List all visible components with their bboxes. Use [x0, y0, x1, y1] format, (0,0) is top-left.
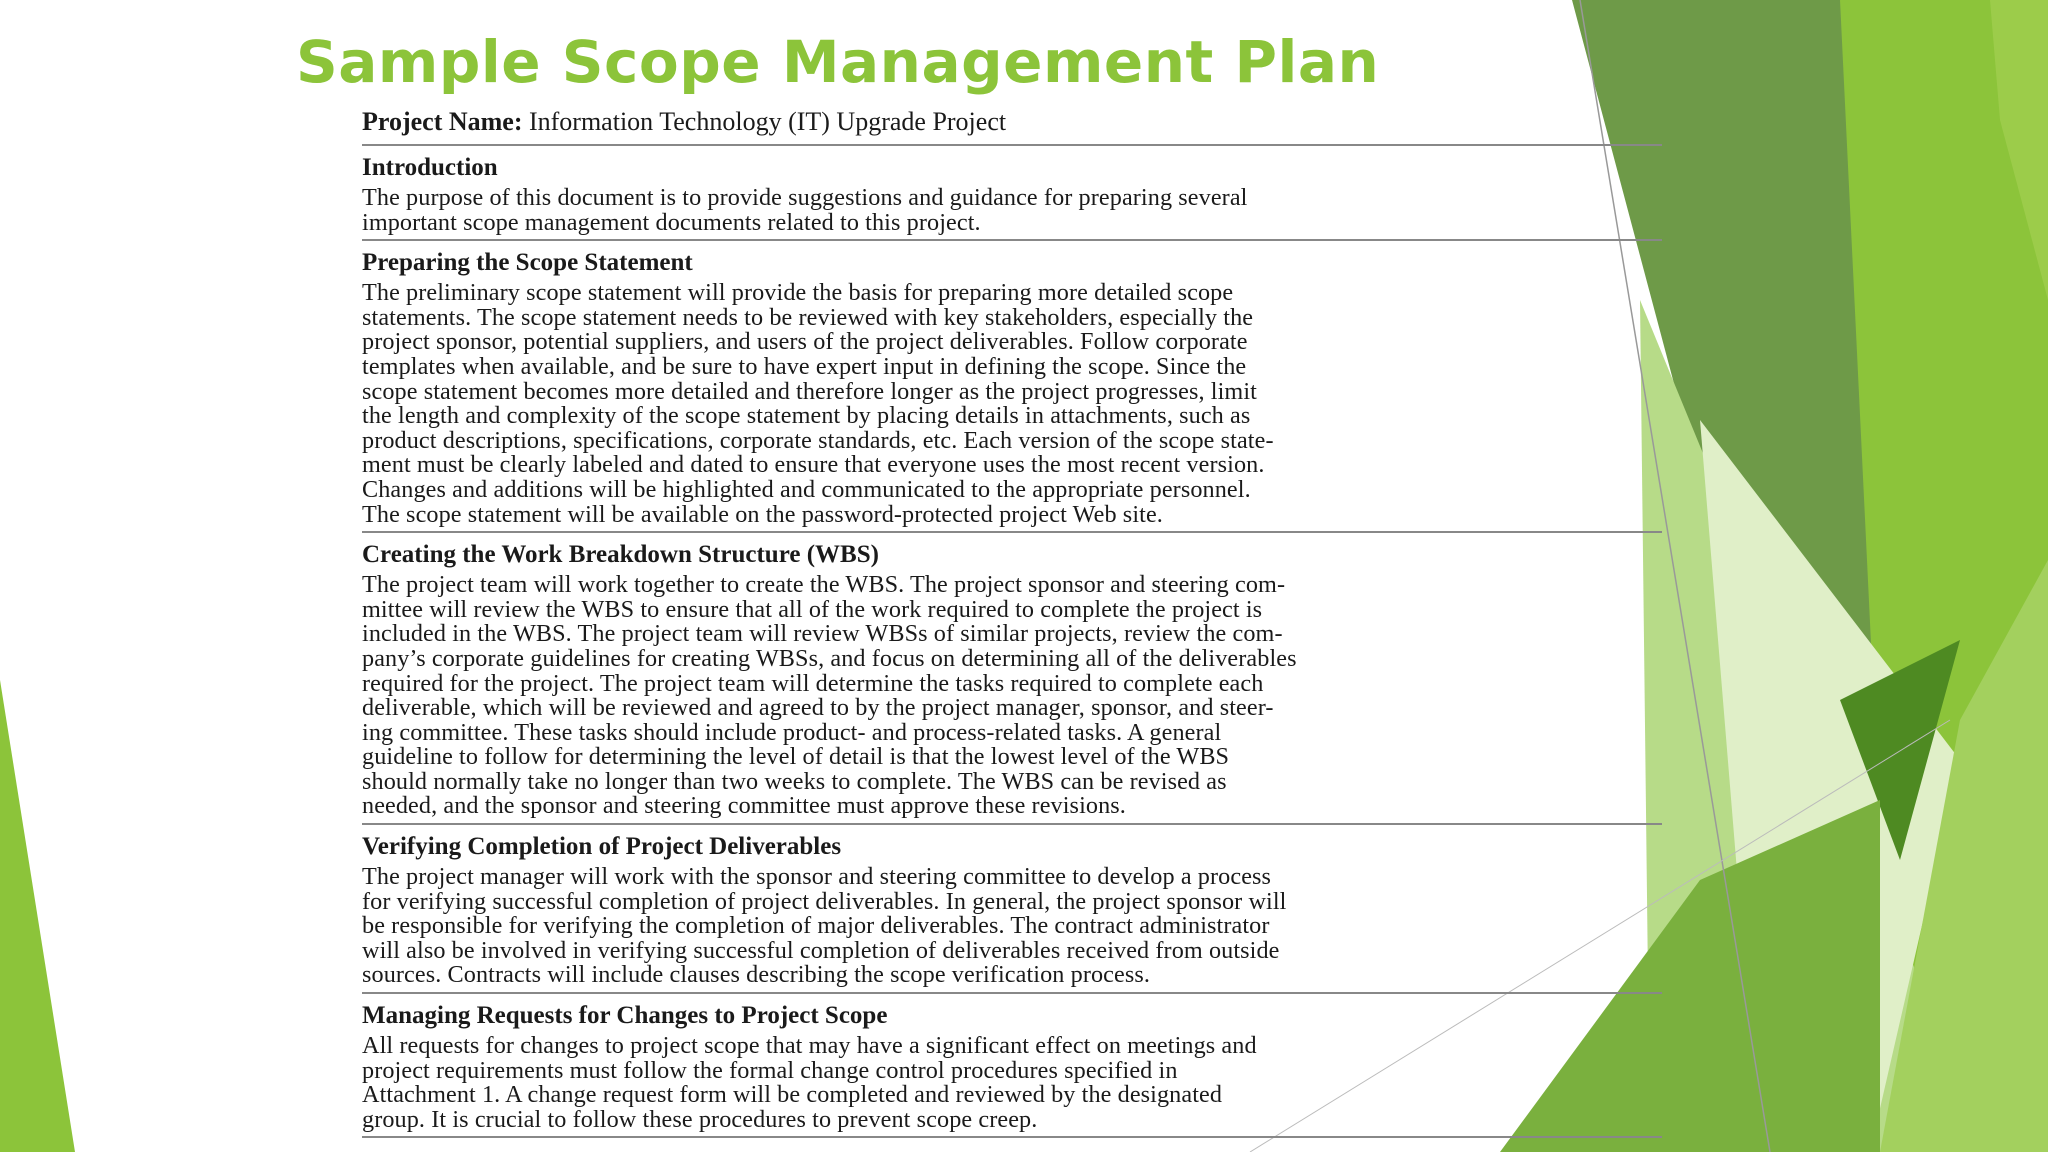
section-wbs	[362, 533, 1662, 825]
scope-plan-document	[362, 104, 1662, 1138]
section-body: The purpose of this document is to provide suggestions and guidance for preparing several important scope management documents related to this project.	[362, 184, 1248, 236]
left-facet	[0, 680, 75, 1152]
section-heading: Verifying Completion of Project Deliverables	[362, 833, 842, 861]
section-body: The project team will work together to create the WBS. The project sponsor and steering com- mittee will review the WBS to ensure that all of the work required to complete the project is included in the WBS. The project team will review WBSs of similar projects, review the com- pany’s corporate guidelines for creating WBSs, and focus on determining all of the deliverables required for the project. The project team will determine the tasks required to complete each deliverable, which will be reviewed and agreed to by the project manager, sponsor, and steer- ing committee. These tasks should include product- and process-related tasks. A general guideline to follow for determining the level of detail is that the lowest level of the WBS should normally take no longer than two weeks to complete. The WBS can be revised as needed, and the sponsor and steering committee must approve these revisions.	[362, 571, 1297, 820]
slide-title: Sample Scope Management Plan	[296, 28, 1380, 96]
section-heading: Preparing the Scope Statement	[362, 249, 693, 277]
section-verifying-deliverables	[362, 825, 1662, 994]
project-name-row	[362, 104, 1662, 146]
project-name-label: Project Name:	[362, 107, 523, 136]
section-heading: Managing Requests for Changes to Project Scope	[362, 1002, 888, 1030]
section-body: The preliminary scope statement will provide the basis for preparing more detailed scope statements. The scope statement needs to be reviewed with key stakeholders, especially the project sponsor, potential suppliers, and users of the project deliverables. Follow corporate templates when available, and be sure to have expert input in defining the scope. Since the scope statement becomes more detailed and therefore longer as the project progresses, limit the length and complexity of the scope statement by placing details in attachments, such as product descriptions, specifications, corporate standards, etc. Each version of the scope state- ment must be clearly labeled and dated to ensure that everyone uses the most recent version. Changes and additions will be highlighted and communicated to the appropriate personnel. The scope statement will be available on the password-protected project Web site.	[362, 279, 1274, 528]
section-scope-statement	[362, 241, 1662, 533]
section-heading: Creating the Work Breakdown Structure (WBS)	[362, 541, 879, 569]
section-change-requests	[362, 994, 1662, 1138]
project-name-value: Information Technology (IT) Upgrade Project	[528, 107, 1007, 136]
section-body: The project manager will work with the sponsor and steering committee to develop a process for verifying successful completion of project deliverables. In general, the project sponsor will be responsible for verifying the completion of major deliverables. The contract administrator will also be involved in verifying successful completion of deliverables received from outside sources. Contracts will include clauses describing the scope verification process.	[362, 863, 1287, 989]
section-introduction	[362, 146, 1662, 241]
section-heading: Introduction	[362, 154, 498, 181]
section-body: All requests for changes to project scope that may have a significant effect on meetings and project requirements must follow the formal change control procedures specified in Attachment 1. A change request form will be completed and reviewed by the designated group. It is crucial to follow these procedures to prevent scope creep.	[362, 1032, 1257, 1133]
